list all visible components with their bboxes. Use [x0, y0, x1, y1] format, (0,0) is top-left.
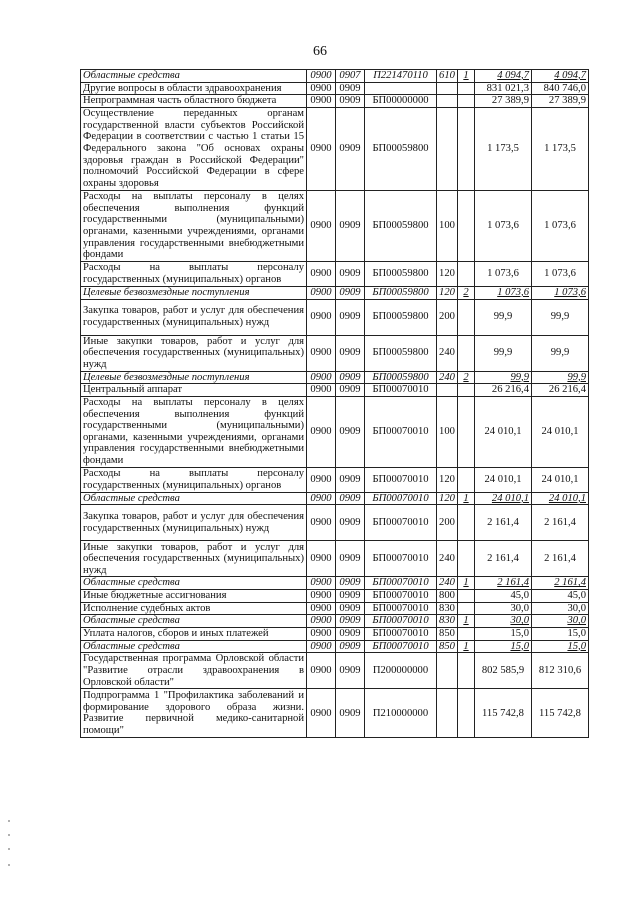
row-section: 0900 — [307, 689, 336, 738]
row-subsection: 0907 — [336, 70, 365, 83]
row-amount-2: 1 173,5 — [532, 107, 589, 190]
row-expense-type: 830 — [437, 615, 458, 628]
row-amount-1: 2 161,4 — [475, 577, 532, 590]
row-expense-type: 240 — [437, 541, 458, 577]
row-expense-type — [437, 653, 458, 689]
row-subsection: 0909 — [336, 505, 365, 541]
row-source — [458, 335, 475, 371]
row-section: 0900 — [307, 602, 336, 615]
row-amount-2: 15,0 — [532, 628, 589, 641]
table-row — [81, 70, 589, 83]
row-section: 0900 — [307, 590, 336, 603]
row-name: Непрограммная часть областного бюджета — [81, 95, 307, 108]
table-row — [81, 577, 589, 590]
row-section: 0900 — [307, 628, 336, 641]
row-target-code: П200000000 — [365, 653, 437, 689]
table-row — [81, 371, 589, 384]
row-amount-1: 30,0 — [475, 602, 532, 615]
row-amount-2: 26 216,4 — [532, 384, 589, 397]
row-subsection: 0909 — [336, 286, 365, 299]
row-amount-1: 45,0 — [475, 590, 532, 603]
row-target-code: БП00070010 — [365, 384, 437, 397]
row-amount-2: 24 010,1 — [532, 467, 589, 492]
row-target-code: БП00000000 — [365, 95, 437, 108]
row-amount-1: 831 021,3 — [475, 82, 532, 95]
row-amount-1: 15,0 — [475, 640, 532, 653]
row-subsection: 0909 — [336, 82, 365, 95]
row-source: 1 — [458, 615, 475, 628]
scan-artifact — [8, 820, 10, 880]
row-target-code: БП00070010 — [365, 505, 437, 541]
row-amount-2: 30,0 — [532, 602, 589, 615]
row-expense-type: 240 — [437, 335, 458, 371]
table-row — [81, 107, 589, 190]
row-target-code: БП00070010 — [365, 492, 437, 505]
row-source — [458, 602, 475, 615]
row-expense-type: 240 — [437, 371, 458, 384]
row-target-code: БП00070010 — [365, 577, 437, 590]
table-body — [81, 70, 589, 738]
row-source — [458, 467, 475, 492]
row-amount-2: 1 073,6 — [532, 261, 589, 286]
row-amount-1: 802 585,9 — [475, 653, 532, 689]
table-row — [81, 82, 589, 95]
row-name: Осуществление переданных органам государственной власти субъектов Российской Федерации в соответствии с частью 1 статьи 15 Федерального закона "Об основах охраны здоровья граждан в Российской Федерации" полномочий Российской Федерации в сфере охраны здоровья — [81, 107, 307, 190]
row-name: Государственная программа Орловской области "Развитие отрасли здравоохранения в Орловской области" — [81, 653, 307, 689]
table-row — [81, 261, 589, 286]
row-expense-type — [437, 82, 458, 95]
row-name: Целевые безвозмездные поступления — [81, 286, 307, 299]
row-expense-type: 800 — [437, 590, 458, 603]
row-amount-1: 2 161,4 — [475, 541, 532, 577]
row-target-code: БП00070010 — [365, 467, 437, 492]
row-subsection: 0909 — [336, 602, 365, 615]
budget-table — [80, 69, 589, 738]
row-target-code: БП00070010 — [365, 590, 437, 603]
table-row — [81, 467, 589, 492]
row-amount-1: 99,9 — [475, 371, 532, 384]
row-subsection: 0909 — [336, 396, 365, 467]
row-section: 0900 — [307, 299, 336, 335]
table-row — [81, 628, 589, 641]
row-expense-type — [437, 107, 458, 190]
row-amount-2: 99,9 — [532, 299, 589, 335]
row-name: Иные закупки товаров, работ и услуг для обеспечения государственных (муниципальных) нужд — [81, 335, 307, 371]
row-name: Областные средства — [81, 577, 307, 590]
row-section: 0900 — [307, 95, 336, 108]
row-subsection: 0909 — [336, 261, 365, 286]
row-expense-type: 830 — [437, 602, 458, 615]
row-source: 1 — [458, 640, 475, 653]
row-amount-2: 30,0 — [532, 615, 589, 628]
row-expense-type: 200 — [437, 299, 458, 335]
row-target-code: БП00059800 — [365, 371, 437, 384]
row-name: Другие вопросы в области здравоохранения — [81, 82, 307, 95]
row-subsection: 0909 — [336, 689, 365, 738]
table-row — [81, 190, 589, 261]
row-subsection: 0909 — [336, 628, 365, 641]
row-name: Уплата налогов, сборов и иных платежей — [81, 628, 307, 641]
row-name: Областные средства — [81, 70, 307, 83]
row-name: Расходы на выплаты персоналу в целях обеспечения выполнения функций государственными (муниципальными) органами, казенными учреждениями, органами управления государственными внебюджетными фондами — [81, 396, 307, 467]
table-row — [81, 505, 589, 541]
row-section: 0900 — [307, 371, 336, 384]
row-expense-type: 120 — [437, 467, 458, 492]
row-amount-2: 27 389,9 — [532, 95, 589, 108]
row-amount-2: 99,9 — [532, 371, 589, 384]
row-source: 1 — [458, 70, 475, 83]
row-target-code: БП00059800 — [365, 335, 437, 371]
row-amount-1: 99,9 — [475, 335, 532, 371]
row-section: 0900 — [307, 190, 336, 261]
row-section: 0900 — [307, 335, 336, 371]
row-subsection: 0909 — [336, 541, 365, 577]
row-section: 0900 — [307, 467, 336, 492]
row-expense-type: 120 — [437, 286, 458, 299]
row-expense-type: 200 — [437, 505, 458, 541]
row-target-code: БП00070010 — [365, 602, 437, 615]
row-name: Подпрограмма 1 "Профилактика заболеваний и формирование здорового образа жизни. Развитие первичной медико-санитарной помощи" — [81, 689, 307, 738]
row-target-code — [365, 82, 437, 95]
table-row — [81, 653, 589, 689]
row-section: 0900 — [307, 384, 336, 397]
row-source — [458, 653, 475, 689]
table-row — [81, 396, 589, 467]
row-amount-1: 24 010,1 — [475, 396, 532, 467]
row-expense-type: 850 — [437, 628, 458, 641]
row-amount-1: 15,0 — [475, 628, 532, 641]
row-name: Областные средства — [81, 615, 307, 628]
row-name: Расходы на выплаты персоналу государственных (муниципальных) органов — [81, 467, 307, 492]
row-subsection: 0909 — [336, 653, 365, 689]
row-amount-2: 840 746,0 — [532, 82, 589, 95]
row-expense-type: 850 — [437, 640, 458, 653]
row-source — [458, 628, 475, 641]
row-source — [458, 190, 475, 261]
row-section: 0900 — [307, 640, 336, 653]
row-subsection: 0909 — [336, 190, 365, 261]
row-source — [458, 689, 475, 738]
row-amount-1: 27 389,9 — [475, 95, 532, 108]
row-subsection: 0909 — [336, 299, 365, 335]
row-source: 1 — [458, 577, 475, 590]
row-section: 0900 — [307, 653, 336, 689]
row-section: 0900 — [307, 577, 336, 590]
row-subsection: 0909 — [336, 615, 365, 628]
row-source: 2 — [458, 286, 475, 299]
table-row — [81, 602, 589, 615]
table-row — [81, 640, 589, 653]
row-name: Расходы на выплаты персоналу в целях обеспечения выполнения функций государственными (муниципальными) органами, казенными учреждениями, органами управления государственными внебюджетными фондами — [81, 190, 307, 261]
row-target-code: БП00059800 — [365, 107, 437, 190]
table-row — [81, 541, 589, 577]
row-amount-2: 45,0 — [532, 590, 589, 603]
row-expense-type — [437, 384, 458, 397]
row-amount-2: 1 073,6 — [532, 190, 589, 261]
row-section: 0900 — [307, 615, 336, 628]
row-subsection: 0909 — [336, 384, 365, 397]
row-section: 0900 — [307, 541, 336, 577]
row-section: 0900 — [307, 70, 336, 83]
row-target-code: БП00059800 — [365, 286, 437, 299]
row-amount-1: 4 094,7 — [475, 70, 532, 83]
table-row — [81, 335, 589, 371]
row-target-code: БП00070010 — [365, 396, 437, 467]
row-amount-1: 1 173,5 — [475, 107, 532, 190]
row-expense-type: 100 — [437, 396, 458, 467]
row-expense-type: 100 — [437, 190, 458, 261]
row-amount-1: 30,0 — [475, 615, 532, 628]
row-amount-1: 26 216,4 — [475, 384, 532, 397]
row-target-code: П221470110 — [365, 70, 437, 83]
table-row — [81, 299, 589, 335]
row-name: Закупка товаров, работ и услуг для обеспечения государственных (муниципальных) нужд — [81, 299, 307, 335]
row-expense-type: 120 — [437, 261, 458, 286]
row-source — [458, 82, 475, 95]
row-subsection: 0909 — [336, 107, 365, 190]
row-amount-2: 99,9 — [532, 335, 589, 371]
table-row — [81, 384, 589, 397]
row-amount-1: 2 161,4 — [475, 505, 532, 541]
row-subsection: 0909 — [336, 95, 365, 108]
row-name: Закупка товаров, работ и услуг для обеспечения государственных (муниципальных) нужд — [81, 505, 307, 541]
row-amount-2: 115 742,8 — [532, 689, 589, 738]
row-amount-1: 24 010,1 — [475, 467, 532, 492]
row-source — [458, 590, 475, 603]
row-source — [458, 261, 475, 286]
row-source — [458, 299, 475, 335]
row-expense-type: 240 — [437, 577, 458, 590]
row-amount-2: 812 310,6 — [532, 653, 589, 689]
row-section: 0900 — [307, 505, 336, 541]
row-source — [458, 107, 475, 190]
row-amount-1: 1 073,6 — [475, 286, 532, 299]
row-source — [458, 396, 475, 467]
row-section: 0900 — [307, 396, 336, 467]
table-row — [81, 590, 589, 603]
row-target-code: БП00059800 — [365, 261, 437, 286]
row-name: Иные бюджетные ассигнования — [81, 590, 307, 603]
row-name: Областные средства — [81, 640, 307, 653]
row-section: 0900 — [307, 492, 336, 505]
row-section: 0900 — [307, 261, 336, 286]
row-amount-2: 15,0 — [532, 640, 589, 653]
page-number: 66 — [313, 44, 327, 59]
row-subsection: 0909 — [336, 335, 365, 371]
row-subsection: 0909 — [336, 590, 365, 603]
row-source — [458, 384, 475, 397]
row-subsection: 0909 — [336, 577, 365, 590]
row-subsection: 0909 — [336, 371, 365, 384]
row-target-code: БП00070010 — [365, 640, 437, 653]
row-amount-1: 99,9 — [475, 299, 532, 335]
table-row — [81, 95, 589, 108]
row-source — [458, 541, 475, 577]
table-row — [81, 492, 589, 505]
row-name: Областные средства — [81, 492, 307, 505]
row-name: Расходы на выплаты персоналу государственных (муниципальных) органов — [81, 261, 307, 286]
row-source — [458, 505, 475, 541]
row-expense-type: 610 — [437, 70, 458, 83]
row-target-code: БП00059800 — [365, 190, 437, 261]
row-target-code: БП00059800 — [365, 299, 437, 335]
row-source: 2 — [458, 371, 475, 384]
row-name: Исполнение судебных актов — [81, 602, 307, 615]
row-amount-1: 24 010,1 — [475, 492, 532, 505]
table-row — [81, 615, 589, 628]
row-source — [458, 95, 475, 108]
row-name: Центральный аппарат — [81, 384, 307, 397]
row-amount-2: 24 010,1 — [532, 396, 589, 467]
row-expense-type — [437, 95, 458, 108]
row-amount-1: 115 742,8 — [475, 689, 532, 738]
row-source: 1 — [458, 492, 475, 505]
row-expense-type: 120 — [437, 492, 458, 505]
table-row — [81, 689, 589, 738]
row-subsection: 0909 — [336, 640, 365, 653]
row-amount-2: 1 073,6 — [532, 286, 589, 299]
row-amount-2: 4 094,7 — [532, 70, 589, 83]
row-amount-1: 1 073,6 — [475, 190, 532, 261]
row-target-code: П210000000 — [365, 689, 437, 738]
row-target-code: БП00070010 — [365, 541, 437, 577]
row-section: 0900 — [307, 107, 336, 190]
row-section: 0900 — [307, 82, 336, 95]
row-section: 0900 — [307, 286, 336, 299]
row-amount-1: 1 073,6 — [475, 261, 532, 286]
row-subsection: 0909 — [336, 467, 365, 492]
table-row — [81, 286, 589, 299]
row-name: Иные закупки товаров, работ и услуг для обеспечения государственных (муниципальных) нужд — [81, 541, 307, 577]
row-target-code: БП00070010 — [365, 628, 437, 641]
row-subsection: 0909 — [336, 492, 365, 505]
row-amount-2: 2 161,4 — [532, 541, 589, 577]
row-name: Целевые безвозмездные поступления — [81, 371, 307, 384]
row-expense-type — [437, 689, 458, 738]
row-amount-2: 24 010,1 — [532, 492, 589, 505]
row-target-code: БП00070010 — [365, 615, 437, 628]
row-amount-2: 2 161,4 — [532, 577, 589, 590]
row-amount-2: 2 161,4 — [532, 505, 589, 541]
